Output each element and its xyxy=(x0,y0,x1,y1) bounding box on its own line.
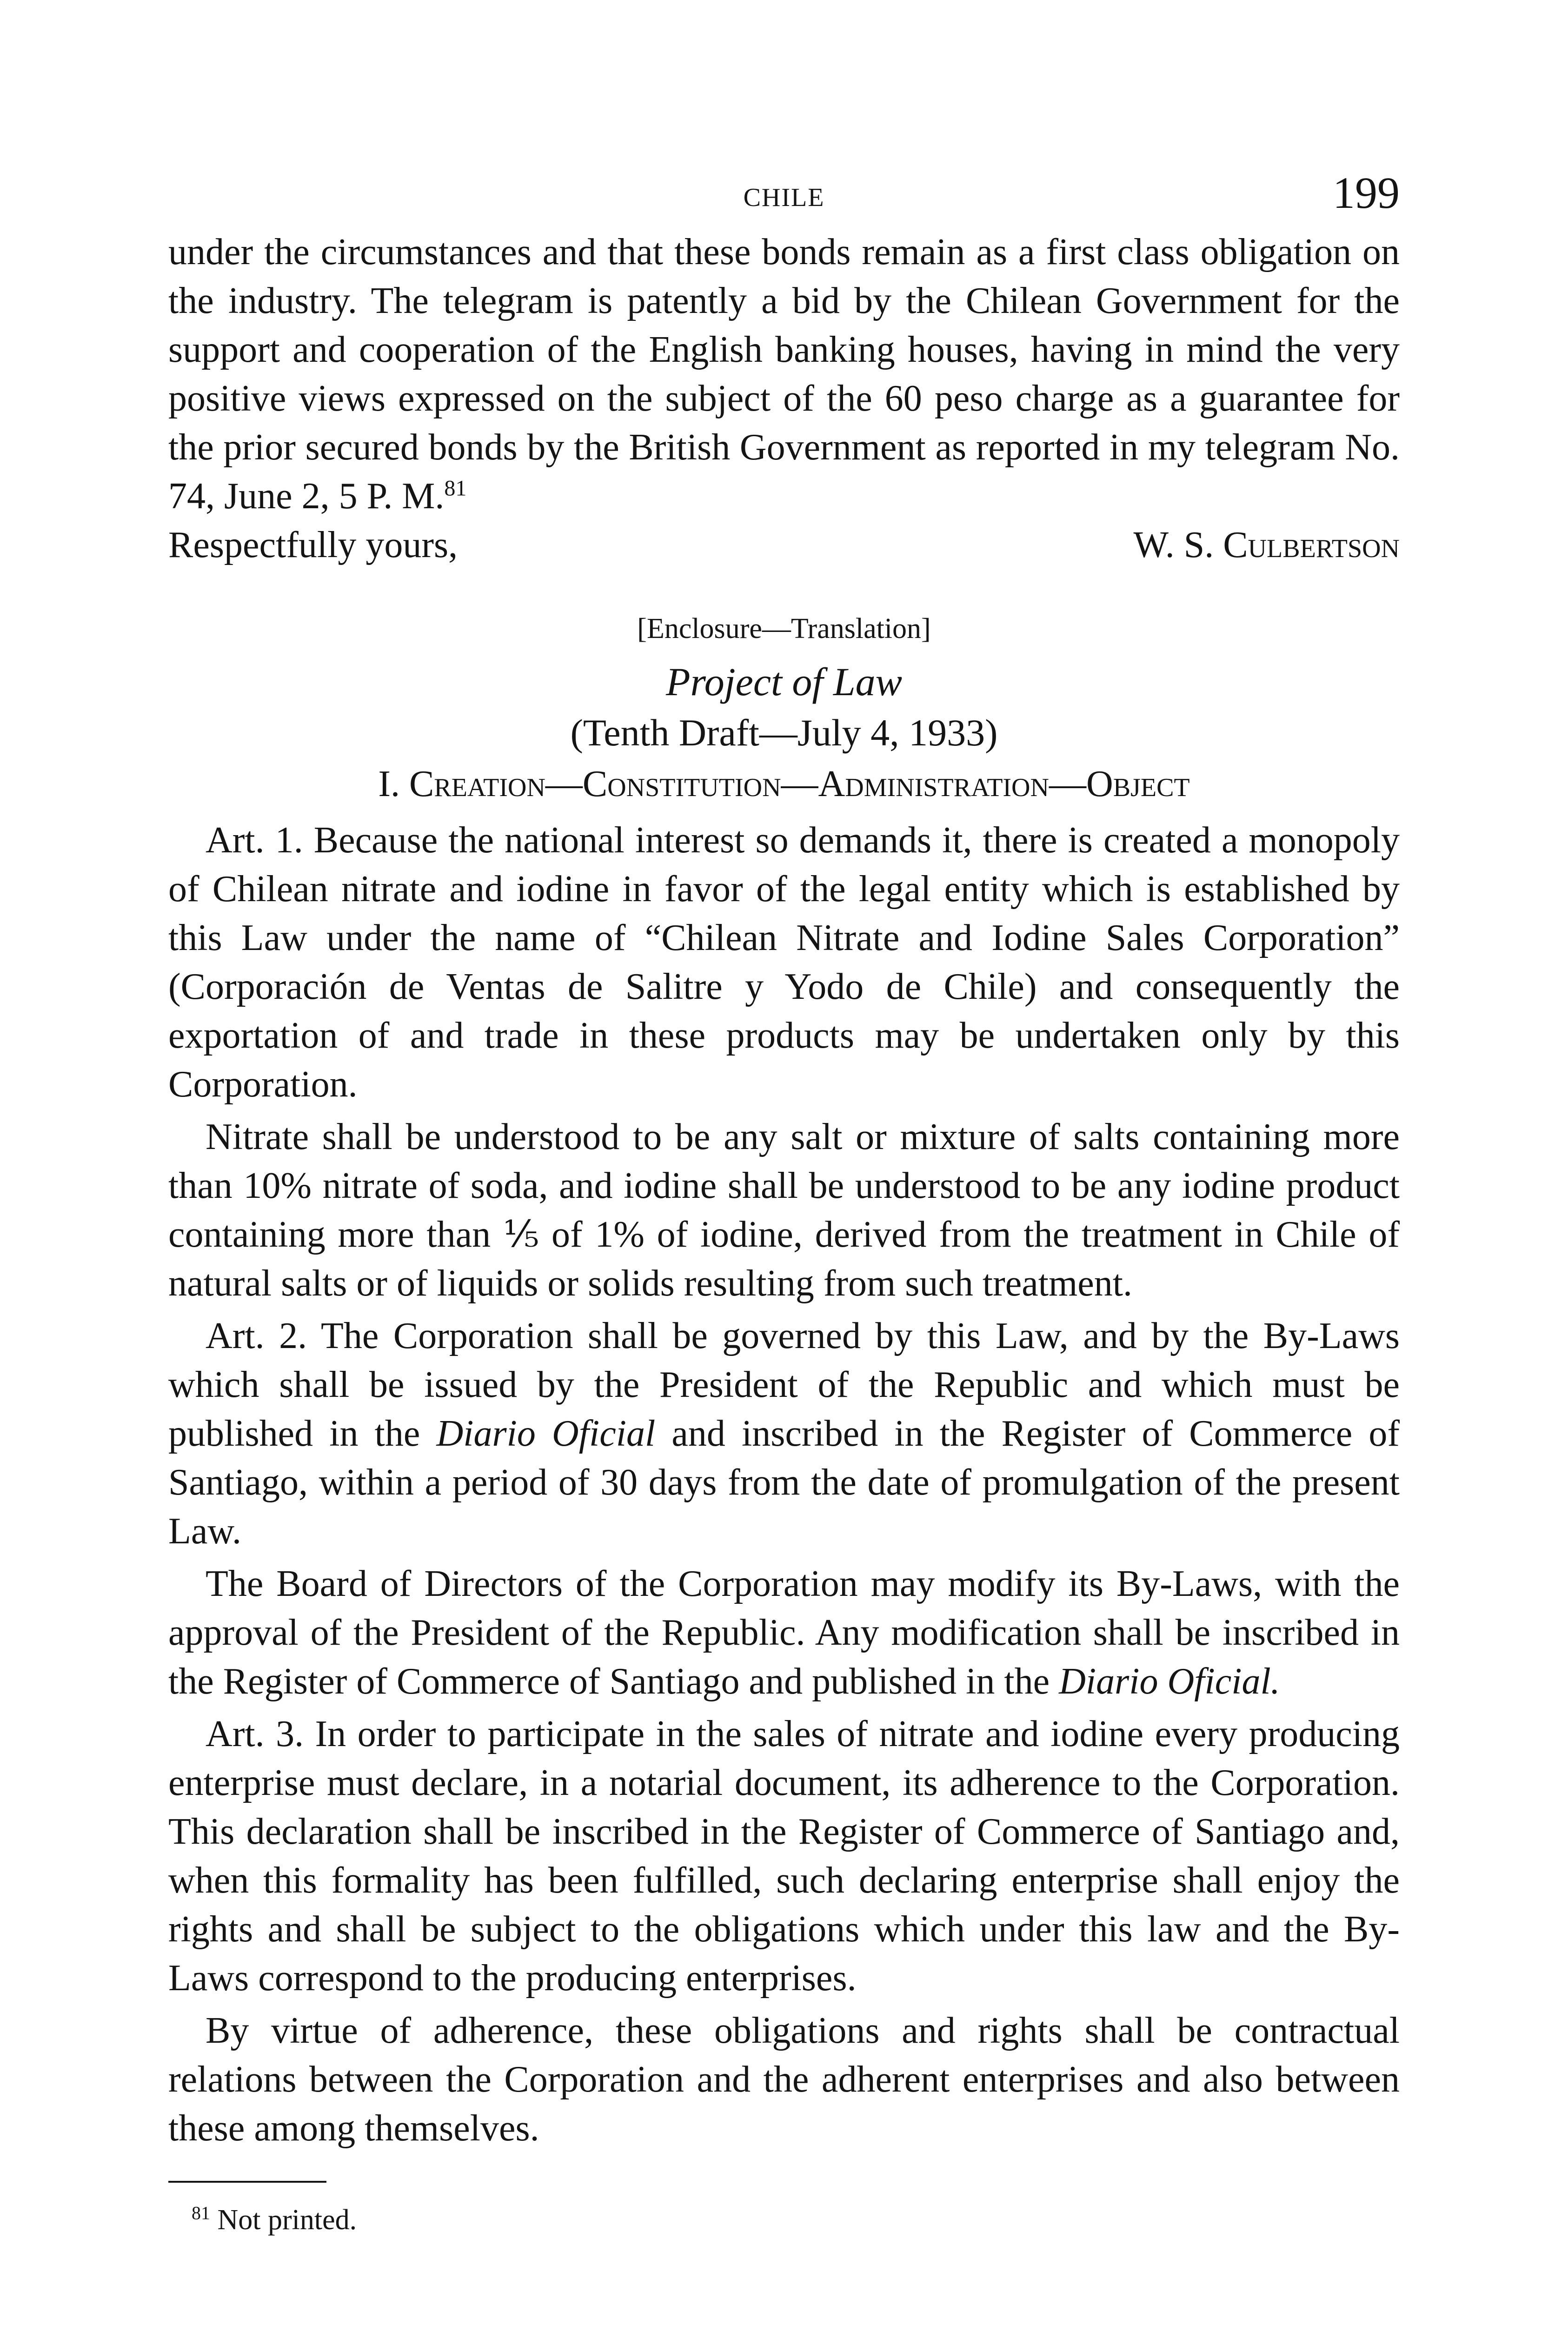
diario-oficial-title-2: Diario Oficial. xyxy=(1059,1661,1280,1702)
footnote-divider xyxy=(168,2181,326,2183)
diario-oficial-title: Diario Oficial xyxy=(436,1413,656,1454)
article-3-paragraph-1: Art. 3. In order to participate in the sales of nitrate and iodine every producing enterprise must declare, in a notarial document, its adherence to the Corporation. This declaration shall be inscribed in the Register of Commerce of Santiago and, when this formality has been fulfilled, such declaring enterprise shall enjoy the rights and shall be subject to the obligations which under this law and the By-Laws correspond to the producing enterprises. xyxy=(168,1714,1400,1999)
document-title: Project of Law xyxy=(665,659,903,704)
letter-signoff xyxy=(168,521,1400,570)
section-heading: I. Creation—Constitution—Administration—Object xyxy=(378,764,1190,804)
article-2-paragraph-1 xyxy=(168,1312,1400,1556)
footnote xyxy=(168,2201,1400,2239)
article-1-paragraph-1: Art. 1. Because the national interest so demands it, there is created a monopoly of Chilean nitrate and iodine in favor of the legal entity which is established by this Law under the name of “Chilean Nitrate and Iodine Sales Corporation” (Corporación de Ventas de Salitre y Yodo de Chile) and consequently the exportation of and trade in these products may be undertaken only by this Corporation. xyxy=(168,820,1400,1105)
article-1-paragraph-2: Nitrate shall be understood to be any salt or mixture of salts containing more than 10% nitrate of soda, and iodine shall be understood to be any iodine product containing more than ⅕ of 1% of iodine, derived from the treatment in Chile of natural salts or of liquids or solids resulting from such treatment. xyxy=(168,1116,1400,1304)
page-number: 199 xyxy=(1333,168,1400,218)
running-header-title: CHILE xyxy=(743,183,825,212)
footnote-text: Not printed. xyxy=(210,2204,357,2236)
article-2-p2-text: The Board of Directors of the Corporation may modify its By-Laws, with the approval of the President of the Republic. Any modification shall be inscribed in the Register of Commerce of Santiago and published in the xyxy=(168,1563,1400,1702)
article-2-text-a: Art. 2. The Corporation shall be governed by this Law, and by the By-Laws which shall be issued by the President of the Republic and which must be published in the xyxy=(168,1315,1400,1454)
letter-closing-paragraph xyxy=(168,228,1400,521)
footnote-reference: 81 xyxy=(444,476,467,501)
document-page xyxy=(168,167,1400,2239)
footnote-marker: 81 xyxy=(192,2202,210,2224)
article-2-text-b: and inscribed in the Register of Commerce of Santiago, within a period of 30 days from the date of promulgation of the present Law. xyxy=(168,1413,1400,1552)
closing-salutation: Respectfully yours, xyxy=(168,525,458,565)
draft-date: (Tenth Draft—July 4, 1933) xyxy=(570,711,998,754)
enclosure-label: [Enclosure—Translation] xyxy=(637,613,931,644)
article-2-paragraph-2 xyxy=(168,1560,1400,1706)
letter-paragraph-text: under the circumstances and that these bonds remain as a first class obligation on the industry. The telegram is patently a bid by the Chilean Government for the support and cooperation of the English banking houses, having in mind the very positive views expressed on the subject of the 60 peso charge as a guarantee for the prior secured bonds by the British Government as reported in my telegram No. 74, June 2, 5 P. M. xyxy=(168,232,1400,517)
running-header xyxy=(168,167,1400,228)
article-3-paragraph-2: By virtue of adherence, these obligations and rights shall be contractual relations between the Corporation and the adherent enterprises and also between these among themselves. xyxy=(168,2010,1400,2149)
signature: W. S. Culbertson xyxy=(1133,525,1400,565)
